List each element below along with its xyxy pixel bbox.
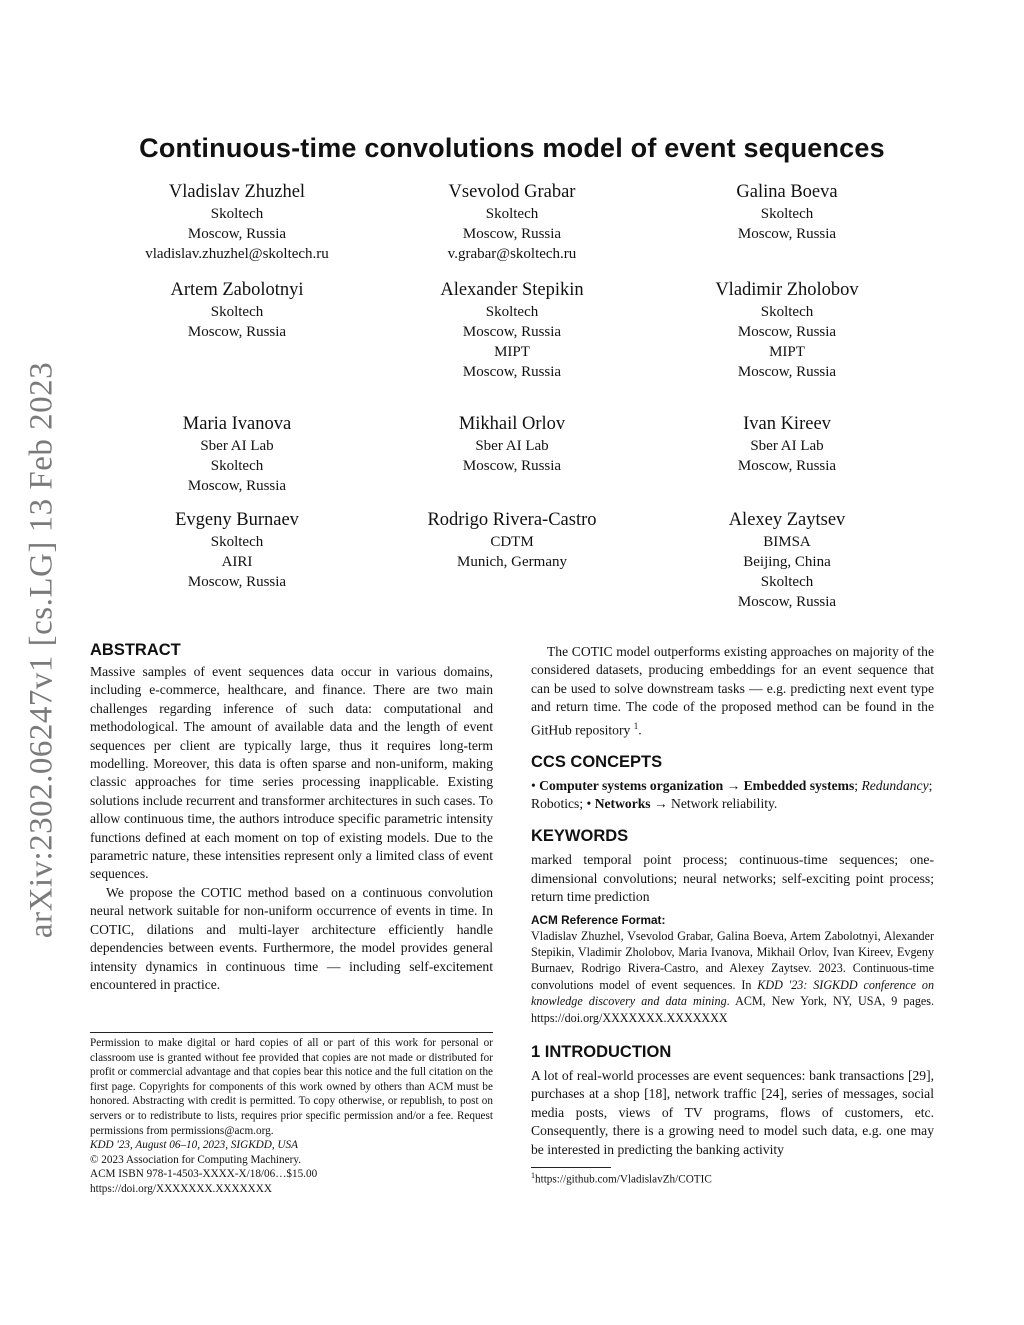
author-affiliation-line: BIMSA <box>763 534 811 550</box>
author-affiliation-line: Moscow, Russia <box>737 594 837 610</box>
author-affiliation-line: Skoltech <box>210 458 264 474</box>
author-affiliation-line[interactable]: vladislav.zhuzhel@skoltech.ru <box>145 246 329 262</box>
conference-name: KDD '23, August 06–10, 2023, SIGKDD, USA <box>90 1139 298 1152</box>
author-card <box>87 181 387 264</box>
intro-heading: 1 INTRODUCTION <box>531 1043 672 1062</box>
permission-block <box>90 1036 493 1197</box>
author-affiliation-line: Moscow, Russia <box>462 458 562 474</box>
author-affiliation-line: Skoltech <box>760 304 814 320</box>
ccs-concept-1b: Embedded systems <box>743 777 855 793</box>
author-affiliation-line: Moscow, Russia <box>187 574 287 590</box>
author-affiliation-line: Moscow, Russia <box>737 226 837 242</box>
paper-title: Continuous-time convolutions model of event sequences <box>139 133 885 163</box>
author-card <box>87 509 387 592</box>
author-card <box>637 413 937 476</box>
abstract-paragraph-2: We propose the COTIC method based on a continuous convolution neural network suitable for non-uniform occurrence of events in time. In COTIC, dilations and multi-layer architecture efficiently handle dependencies between events. Furthermore, the model provides general intensity dynamics in continuous time — including self-excitement encountered in practice. <box>90 884 493 992</box>
author-affiliation-line: Moscow, Russia <box>187 226 287 242</box>
author-name: Galina Boeva <box>736 182 838 202</box>
ccs-heading: CCS CONCEPTS <box>531 752 663 771</box>
left-column <box>90 641 493 994</box>
author-card <box>637 181 937 244</box>
ccs-robotics: ; Robotics; <box>531 777 933 811</box>
intro-text: A lot of real-world processes are event sequences: bank transactions [29], purchases at a shop [18], network traffic [24], series of messages, social media posts, views of TV programs, flows of customers, etc. Consequently, there is a growing need to model such data, e.g. one may be interested in predicting the banking activity <box>531 1068 934 1157</box>
author-affiliation-line: Skoltech <box>210 304 264 320</box>
abstract-heading: ABSTRACT <box>90 641 181 659</box>
bullet: • <box>531 777 536 793</box>
author-affiliation-line: Sber AI Lab <box>200 438 274 454</box>
author-affiliation-line: Skoltech <box>760 574 814 590</box>
author-name: Artem Zabolotnyi <box>170 280 304 300</box>
author-affiliation-line: Moscow, Russia <box>187 324 287 340</box>
footnote <box>531 1171 712 1186</box>
keywords-heading: KEYWORDS <box>531 827 629 846</box>
permission-rule <box>90 1032 493 1033</box>
acm-ref-venue: KDD '23: SIGKDD conference on knowledge discovery and data mining <box>531 977 934 1009</box>
author-affiliation-line: MIPT <box>494 344 530 360</box>
author-affiliation-line: Skoltech <box>485 206 539 222</box>
author-name: Mikhail Orlov <box>458 414 566 434</box>
author-card <box>362 279 662 382</box>
ccs-concept-2: Networks <box>594 795 651 811</box>
ccs-concept-2b: Network reliability. <box>671 795 778 811</box>
author-name: Maria Ivanova <box>182 414 292 434</box>
ccs-concept-1: Computer systems organization <box>539 777 724 793</box>
author-affiliation-line: Munich, Germany <box>457 554 567 570</box>
abstract-paragraph-3 <box>531 643 934 740</box>
author-name: Ivan Kireev <box>743 414 831 434</box>
ccs-concepts: • Computer systems organization → Embedded systems; Redundancy; Robotics; • Networks → Network reliability. <box>531 777 933 811</box>
acm-ref-part-1: Vladislav Zhuzhel, Vsevolod Grabar, Galina Boeva, Artem Zabolotnyi, Alexander Stepikin, Vladimir Zholobov, Maria Ivanova, Mikhail Orlov, Ivan Kireev, Evgeny Burnaev, Rodrigo Rivera-Castro, and Alexey Zaytsev. 2023. Continuous-time convolutions model of event sequences. In <box>531 928 934 992</box>
author-affiliation-line: AIRI <box>221 554 253 570</box>
bullet: • <box>586 795 592 811</box>
author-name: Vladimir Zholobov <box>715 280 859 300</box>
author-card <box>87 279 387 342</box>
author-card <box>362 509 662 572</box>
author-affiliation-line: Moscow, Russia <box>187 478 287 494</box>
author-card <box>637 509 937 612</box>
author-affiliation-line: MIPT <box>769 344 805 360</box>
author-affiliation-line: Sber AI Lab <box>475 438 549 454</box>
author-affiliation-line: Beijing, China <box>743 554 831 570</box>
author-card <box>362 181 662 264</box>
author-affiliation-line: Skoltech <box>210 534 264 550</box>
permission-text: Permission to make digital or hard copies of all or part of this work for personal or classroom use is granted without fee provided that copies are not made or distributed for profit or commercial advantage and that copies bear this notice and the full citation on the first page. Copyrights for components of this work owned by others than ACM must be honored. Abstracting with credit is permitted. To copy otherwise, or republish, to post on servers or to redistribute to lists, requires prior specific permission and/or a fee. Request permissions from permissions@acm.org. <box>90 1037 493 1137</box>
author-affiliation-line: Skoltech <box>210 206 264 222</box>
acm-ref-heading: ACM Reference Format: <box>531 912 666 927</box>
arrow-icon: → <box>654 795 668 811</box>
author-name: Rodrigo Rivera-Castro <box>427 510 597 530</box>
author-name: Alexey Zaytsev <box>728 510 846 530</box>
author-affiliation-line: CDTM <box>490 534 534 550</box>
author-affiliation-line: Moscow, Russia <box>737 324 837 340</box>
keywords-text: marked temporal point process; continuous-time sequences; one-dimensional convolutions; neural networks; self-exciting point process; return time prediction <box>531 852 934 905</box>
abstract-paragraph-1: Massive samples of event sequences data occur in various domains, including e-commerce, healthcare, and finance. There are two main challenges regarding inference of such data: computational and methodological. The amount of available data and the length of event sequences per client are typically large, thus it requires long-term modelling. Moreover, this data is often sparse and non-uniform, making classic approaches for time series processing inapplicable. Existing solutions include recurrent and transformer architectures in such cases. To allow continuous time, the authors introduce specific parametric intensity functions defined at each moment on top of existing models. Due to the parametric nature, these intensities represent only a limited class of event sequences. <box>90 664 493 882</box>
author-affiliation-line: Moscow, Russia <box>737 458 837 474</box>
footnote-link[interactable]: https://github.com/VladislavZh/COTIC <box>535 1173 712 1186</box>
arxiv-stamp: arXiv:2302.06247v1 [cs.LG] 13 Feb 2023 <box>23 361 60 939</box>
ccs-concept-1-tail: Redundancy <box>861 777 929 793</box>
abstract-paragraph-3-text: The COTIC model outperforms existing approaches on majority of the considered datasets, producing embeddings for an event sequence that can be used to solve downstream tasks — e.g. predicting next event type and return time. The code of the proposed method can be found in the GitHub repository <box>531 644 934 738</box>
acm-ref-text <box>531 928 934 1026</box>
author-card <box>87 413 387 496</box>
author-affiliation-line: Moscow, Russia <box>462 364 562 380</box>
doi-line: https://doi.org/XXXXXXX.XXXXXXX <box>90 1182 272 1195</box>
acm-ref-part-2: . ACM, New York, NY, USA, 9 pages. https://doi.org/XXXXXXX.XXXXXXX <box>531 994 934 1025</box>
right-column <box>531 643 934 1159</box>
footnote-mark: 1 <box>531 1171 535 1180</box>
footnote-ref[interactable]: 1 <box>633 720 639 731</box>
author-affiliation-line: Skoltech <box>760 206 814 222</box>
abstract-paragraph-3-end: . <box>638 722 642 738</box>
author-affiliation-line: Skoltech <box>485 304 539 320</box>
author-affiliation-line: Sber AI Lab <box>750 438 824 454</box>
author-name: Vsevolod Grabar <box>448 182 576 202</box>
author-card <box>362 413 662 476</box>
copyright-line: © 2023 Association for Computing Machinery. <box>90 1153 301 1166</box>
author-affiliation-line: Moscow, Russia <box>737 364 837 380</box>
conference-line <box>90 1138 493 1153</box>
author-affiliation-line[interactable]: v.grabar@skoltech.ru <box>447 246 577 262</box>
isbn-line: ACM ISBN 978-1-4503-XXXX-X/18/06…$15.00 <box>90 1168 318 1181</box>
author-name: Evgeny Burnaev <box>175 510 299 530</box>
author-affiliation-line: Moscow, Russia <box>462 324 562 340</box>
author-name: Vladislav Zhuzhel <box>168 182 306 202</box>
arrow-icon: → <box>726 777 741 793</box>
author-card <box>637 279 937 382</box>
author-affiliation-line: Moscow, Russia <box>462 226 562 242</box>
footnote-rule <box>531 1167 611 1168</box>
author-name: Alexander Stepikin <box>440 280 584 300</box>
